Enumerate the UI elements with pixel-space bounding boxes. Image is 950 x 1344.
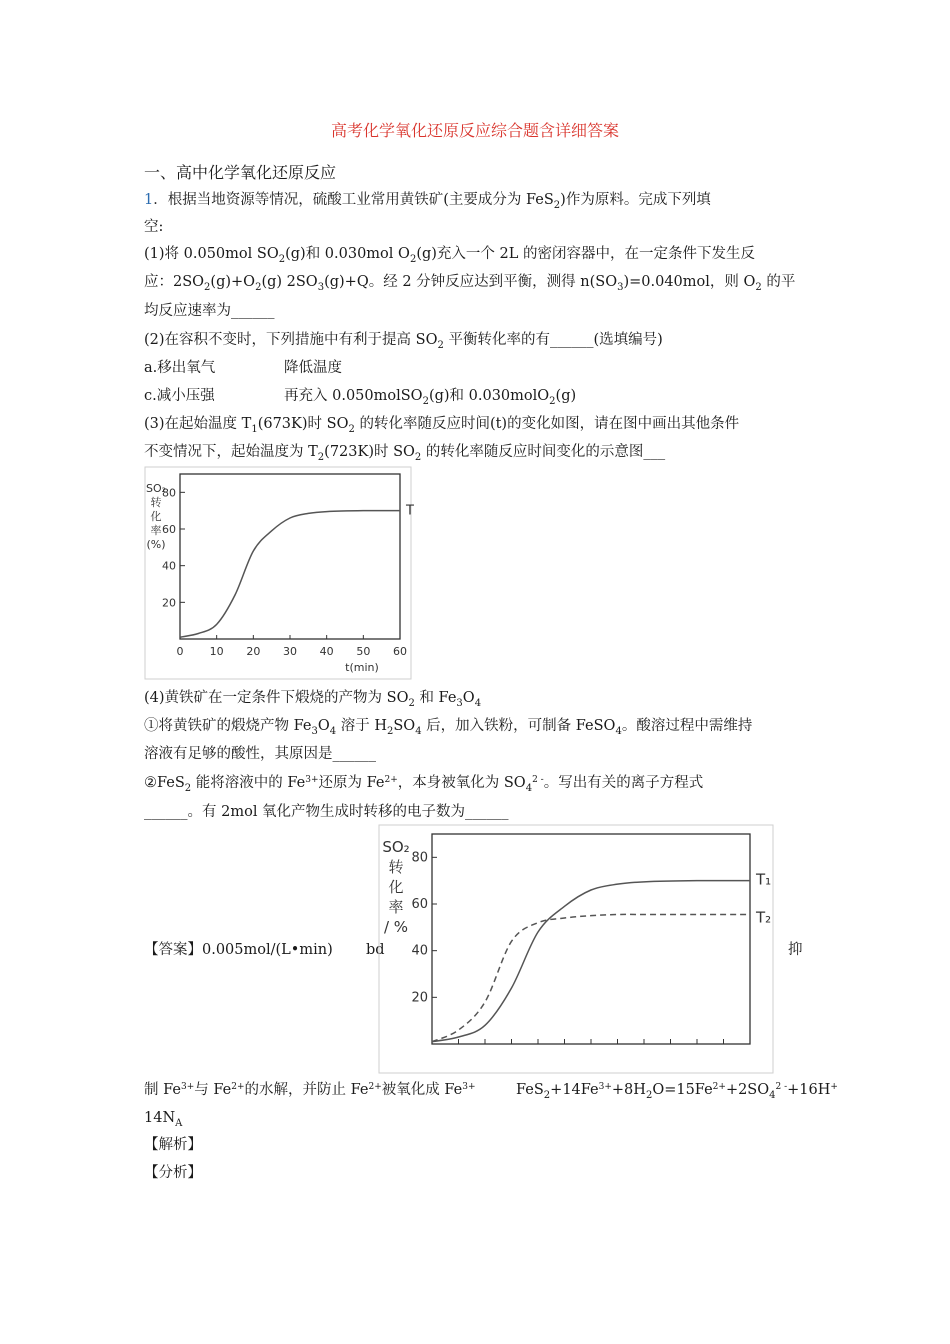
series-line-1 (180, 511, 400, 638)
x-tick-label: 20 (246, 645, 261, 658)
series-line-2 (432, 914, 750, 1041)
q1-part1-line2: 应：$2SO_2(g)+O_2(g)$ $2SO_3(g)+Q$。经 2 分钟反应达到平衡，测得 $n(SO_3)=0.040mol$，则 $O_2$ 的平 (144, 274, 796, 293)
plot-frame (432, 834, 750, 1044)
series-label: T₁ (756, 870, 772, 889)
answer-line3: $14N_A$ (144, 1110, 183, 1129)
figure-frame (145, 467, 411, 679)
q1-part4: (4)黄铁矿在一定条件下煅烧的产物为 $SO_2$ 和 $Fe_3O_4$ (144, 690, 482, 709)
x-tick-label: 30 (283, 645, 297, 658)
q1-part3-line1: (3)在起始温度 $T_1(673K)$时 $SO_2$ 的转化率随反应时间(t)的变化如图，请在图中画出其他条件 (144, 416, 740, 435)
y-tick-label: 60 (411, 897, 428, 912)
y-axis-label: / % (383, 918, 409, 936)
x-tick-label: 40 (319, 645, 334, 658)
analysis-heading: 【解析】 (144, 1137, 202, 1153)
fenxi-heading: 【分析】 (144, 1165, 202, 1181)
y-axis-label: SO₂ (145, 482, 167, 495)
y-axis-label: 转 (150, 496, 162, 509)
option-c: c.减小压强 (144, 388, 215, 404)
series-line-1 (432, 881, 750, 1042)
y-tick-label: 80 (162, 486, 176, 500)
conversion-chart-answer (378, 824, 774, 1074)
y-axis-label: 转 (388, 858, 404, 876)
x-tick-label: 0 (176, 645, 184, 658)
y-tick-label: 20 (162, 596, 176, 610)
plot-frame (180, 474, 400, 639)
figure-frame (379, 825, 773, 1073)
q1-part1-line1: (1)将 0.050mol $SO_2(g)$和 0.030mol $O_2(g)$充入一个 2L 的密闭容器中，在一定条件下发生反 (144, 246, 755, 265)
q1-part4-sub2-line2: ______。有 2mol 氧化产物生成时转移的电子数为______ (144, 804, 509, 820)
q1-intro-line1: 1．根据当地资源等情况，硫酸工业常用黄铁矿(主要成分为 FeS$_2$)作为原料。完成下列填 (144, 192, 711, 211)
x-axis-label: t(min) (345, 661, 379, 674)
answer-choice: bd (366, 942, 385, 958)
conversion-chart-question (144, 466, 412, 680)
option-b: 降低温度 (284, 360, 342, 376)
y-axis-label: 化 (388, 878, 404, 896)
series-label: T (406, 503, 414, 519)
series-label: T₂ (756, 908, 772, 927)
y-axis-label: 率 (388, 898, 404, 916)
y-tick-label: 60 (162, 523, 176, 536)
answer-equation: $FeS_2+14Fe^{3+}+8H_2O=15Fe^{2+}+2SO_4^{2 -}+16H^+$ (516, 1082, 838, 1101)
option-d: 再充入 0.050molSO$_2$(g)和 0.030molO$_2$(g) (284, 388, 577, 407)
y-tick-label: 80 (411, 850, 428, 866)
x-tick-label: 10 (209, 645, 224, 658)
answer-tail: 抑 (788, 942, 803, 958)
option-a: a.移出氧气 (144, 360, 216, 376)
y-tick-label: 40 (411, 943, 428, 959)
y-tick-label: 20 (411, 990, 428, 1006)
section-heading: 一、高中化学氧化还原反应 (144, 163, 337, 182)
q1-part3-line2: 不变情况下，起始温度为 $T_2(723K)$时 $SO_2$ 的转化率随反应时间变化的示意图___ (144, 444, 666, 463)
y-axis-label: (%) (146, 538, 166, 551)
answer-line2: 制 $Fe^{3+}$与 $Fe^{2+}$的水解，并防止 $Fe^{2+}$被氧化成 $Fe^{3+}$ (144, 1082, 476, 1098)
answer-label: 【答案】0.005mol/(L•min) (144, 942, 333, 958)
y-axis-label: 化 (150, 510, 162, 523)
q1-part4-sub2-line1: ②FeS$_2$ 能将溶液中的 $Fe^{3+}$还原为 $Fe^{2+}$，本身被氧化为 $SO_4^{2 -}$。写出有关的离子方程式 (144, 775, 704, 794)
x-tick-label: 60 (393, 645, 407, 658)
q1-part1-line3: 均反应速率为______ (144, 303, 275, 319)
x-tick-label: 50 (356, 645, 371, 658)
q1-part4-sub1-line2: 溶液有足够的酸性，其原因是______ (144, 746, 376, 762)
y-axis-label: SO₂ (382, 838, 410, 856)
q1-intro-line2: 空: (144, 219, 164, 235)
q1-part2: (2)在容积不变时，下列措施中有利于提高 $SO_2$ 平衡转化率的有______(选填编号) (144, 332, 663, 351)
y-tick-label: 40 (162, 559, 176, 573)
q1-part4-sub1-line1: ①将黄铁矿的煅烧产物 $Fe_3O_4$ 溶于 $H_2SO_4$ 后，加入铁粉，可制备 FeSO$_4$。酸溶过程中需维持 (144, 718, 753, 737)
y-axis-label: 率 (150, 524, 162, 537)
document-title: 高考化学氧化还原反应综合题含详细答案 (330, 121, 619, 140)
